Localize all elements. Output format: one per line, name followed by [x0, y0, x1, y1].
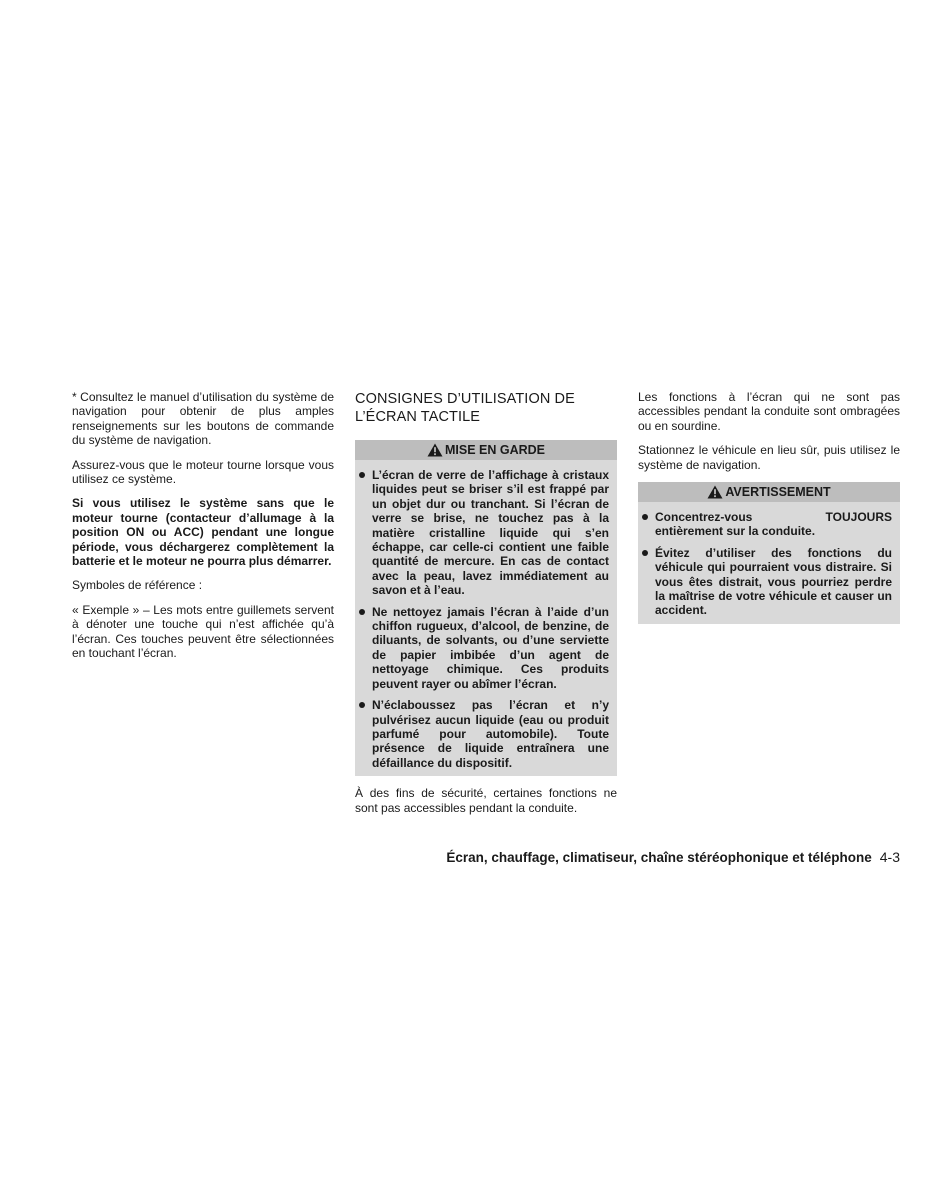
column-middle: [355, 390, 617, 825]
caution-header: [355, 440, 617, 460]
bullet-icon: [359, 702, 365, 708]
page-number: 4-3: [879, 849, 900, 865]
caution-list: [355, 468, 617, 770]
warning-triangle-icon: [707, 485, 723, 499]
list-item-text: Concentrez-vous TOUJOURS entièrement sur la conduite.: [655, 510, 892, 539]
list-item-text: L’écran de verre de l’affichage à cristaux liquides peut se briser s’il est frappé par un objet dur ou tranchant. Si l’écran de verre se brise, ne touchez pas à la matière cristalline liquide qui s’en échappe, car celle-ci contient une faible quantité de mercure. En cas de contact avec la peau, lavez immédiatement au savon et à l’eau.: [372, 468, 609, 598]
column-left: [72, 390, 334, 671]
section-heading-line1: CONSIGNES D’UTILISATION DE: [355, 391, 575, 407]
list-item-text: Évitez d’utiliser des fonctions du véhicule qui pourraient vous distraire. Si vous êtes distrait, vous pourriez perdre la maîtrise de votre véhicule et causer un accident.: [655, 545, 892, 618]
warning-header: [638, 482, 900, 502]
battery-warning-text: Si vous utilisez le système sans que le moteur tourne (contacteur d’allumage à la position ON ou ACC) pendant une longue période, vous déchargerez complètement la batterie et le moteur ne pourra plus démarrer.: [72, 496, 334, 569]
caution-title: MISE EN GARDE: [444, 442, 545, 457]
list-item: [638, 546, 892, 618]
reference-symbols-label: Symboles de référence :: [72, 578, 203, 593]
example-key-description: « Exemple » – Les mots entre guillemets servent à dénoter une touche qui n’est affichée qu’à l’écran. Ces touches peuvent être sélectionnées en touchant l’écran.: [72, 602, 334, 661]
section-heading: [355, 390, 617, 426]
bullet-icon: [642, 514, 648, 520]
footer-section-title: Écran, chauffage, climatiseur, chaîne stéréophonique et téléphone: [446, 850, 872, 865]
list-item-text: Ne nettoyez jamais l’écran à l’aide d’un chiffon rugueux, d’alcool, de benzine, de diluants, de solvants, ou d’une serviette de papier imbibée d’un agent de nettoyage chimique. Ces produits peuvent rayer ou abîmer l’écran.: [372, 604, 609, 691]
list-item: [355, 468, 609, 598]
park-safely-note: Stationnez le véhicule en lieu sûr, puis utilisez le système de navigation.: [638, 443, 900, 472]
warning-list: [638, 510, 900, 618]
list-item-text: N’éclaboussez pas l’écran et n’y pulvérisez aucun liquide (eau ou produit parfumé pour automobile). Toute présence de liquide entraînera une défaillance du dispositif.: [372, 698, 609, 770]
nav-manual-note: * Consultez le manuel d’utilisation du système de navigation pour obtenir de plus amples renseignements sur les boutons de commande du système de navigation.: [72, 390, 334, 448]
warning-triangle-icon: [427, 443, 443, 457]
warning-box: [638, 482, 900, 624]
section-heading-line2: L’ÉCRAN TACTILE: [355, 409, 481, 425]
engine-running-note: Assurez-vous que le moteur tourne lorsque vous utilisez ce système.: [72, 457, 334, 487]
caution-box: [355, 440, 617, 776]
list-item: [355, 698, 609, 770]
bullet-icon: [359, 609, 365, 615]
safety-functions-note: À des fins de sécurité, certaines fonctions ne sont pas accessibles pendant la conduite.: [355, 786, 617, 815]
column-right: [638, 390, 900, 634]
bullet-icon: [359, 472, 365, 478]
page-footer: [446, 849, 900, 866]
warning-title: AVERTISSEMENT: [725, 484, 831, 499]
bullet-icon: [642, 550, 648, 556]
list-item: [638, 510, 892, 539]
shaded-functions-note: Les fonctions à l’écran qui ne sont pas accessibles pendant la conduite sont ombragées ou en sourdine.: [638, 390, 900, 433]
list-item: [355, 605, 609, 691]
